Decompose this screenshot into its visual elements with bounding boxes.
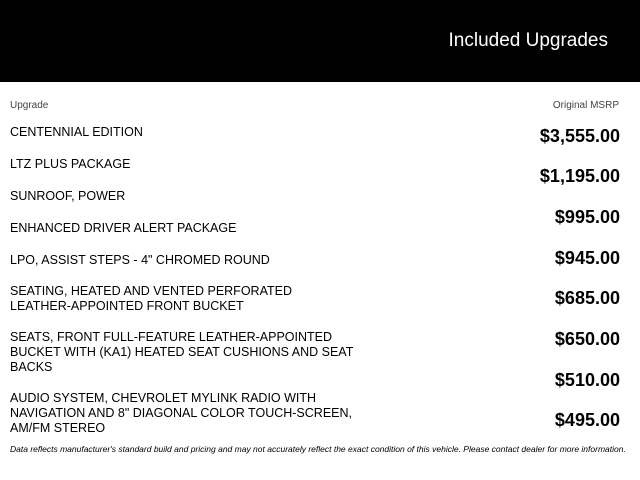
- upgrade-item: AUDIO SYSTEM, CHEVROLET MYLINK RADIO WITH NAVIGATION AND 8" DIAGONAL COLOR TOUCH-SCREEN, AM/FM STEREO: [10, 391, 352, 435]
- upgrade-item: LTZ PLUS PACKAGE: [10, 157, 131, 171]
- disclaimer-text: Data reflects manufacturer's standard build and pricing and may not accurately reflect the exact condition of this vehicle. Please contact dealer for more information.: [10, 444, 626, 454]
- upgrade-item: SUNROOF, POWER: [10, 189, 126, 203]
- price-value: $3,555.00: [539, 126, 620, 146]
- price-value: $510.00: [554, 370, 620, 390]
- price-value: $685.00: [554, 288, 620, 308]
- page-title: Included Upgrades: [448, 30, 608, 51]
- upgrade-item: LPO, ASSIST STEPS - 4" CHROMED ROUND: [10, 253, 270, 267]
- msrp-column-header: Original MSRP: [552, 100, 619, 111]
- upgrade-item: SEATING, HEATED AND VENTED PERFORATED LEATHER-APPOINTED FRONT BUCKET: [10, 284, 292, 313]
- upgrade-item: SEATS, FRONT FULL-FEATURE LEATHER-APPOINTED BUCKET WITH (KA1) HEATED SEAT CUSHIONS AND SEAT BACKS: [10, 330, 354, 374]
- upgrade-column-header: Upgrade: [10, 100, 49, 111]
- price-value: $650.00: [554, 329, 620, 349]
- upgrade-item: ENHANCED DRIVER ALERT PACKAGE: [10, 221, 237, 235]
- upgrade-item: CENTENNIAL EDITION: [10, 125, 143, 139]
- price-value: $495.00: [554, 410, 620, 430]
- price-value: $1,195.00: [539, 166, 620, 186]
- header-bar: [0, 0, 640, 82]
- price-value: $945.00: [554, 248, 620, 268]
- price-value: $995.00: [554, 207, 620, 227]
